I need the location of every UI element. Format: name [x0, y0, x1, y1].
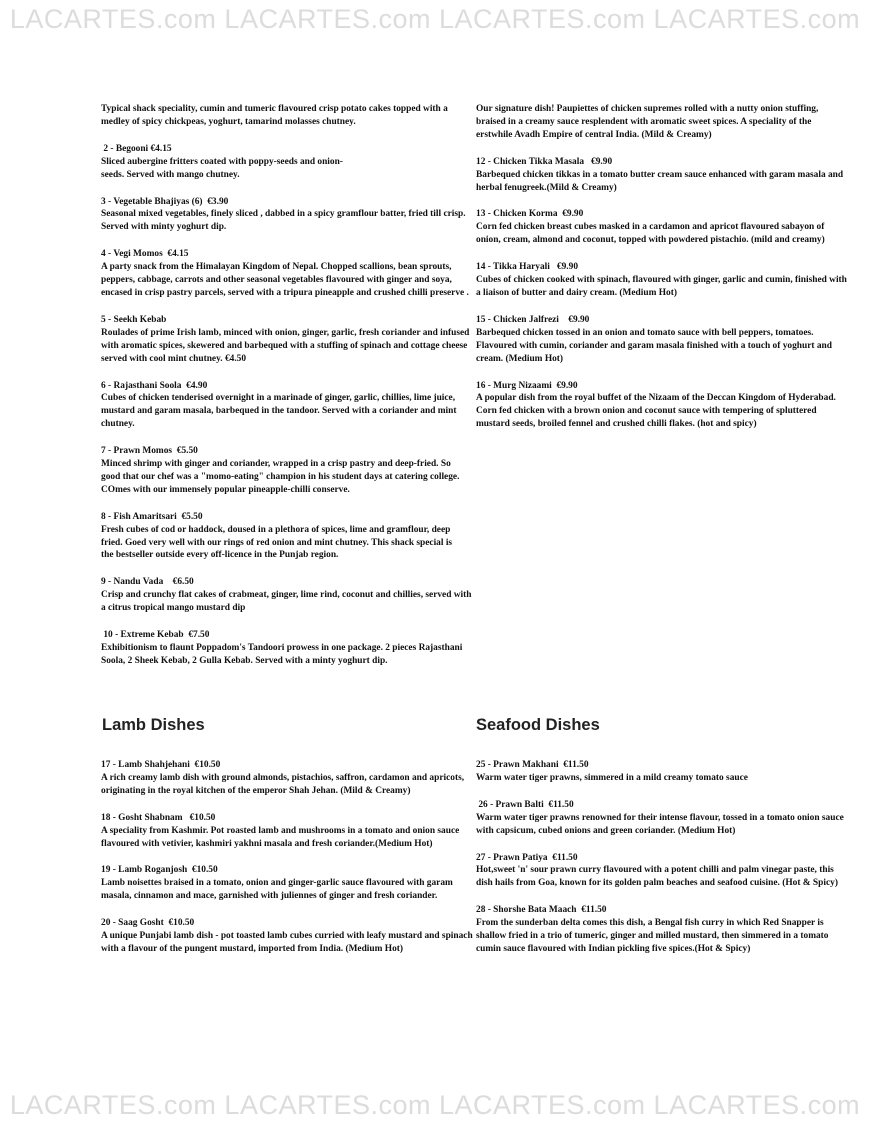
item-desc: A speciality from Kashmir. Pot roasted lamb and mushrooms in a tomato and onion sauce flavoured with vetivier, kashmiri yakhni masala and fresh coriander.(Medium Hot)	[101, 825, 460, 849]
menu-item-26	[476, 799, 848, 838]
left-top-column	[101, 103, 473, 668]
menu-item-27	[476, 852, 848, 891]
item-name: 28 - Shorshe Bata Maach €11.50	[476, 905, 607, 916]
item-desc: Minced shrimp with ginger and coriander, wrapped in a crisp pastry and deep-fried. So good that our chef was a "momo-eating" champion in his student days at catering college. COmes with our immensely popular pineapple-chilli conserve.	[101, 459, 460, 495]
item-desc: Crisp and crunchy flat cakes of crabmeat, ginger, lime rind, coconut and chillies, served with a citrus tropical mango mustard dip	[101, 590, 472, 614]
item-name: 19 - Lamb Roganjosh €10.50	[101, 865, 218, 876]
seafood-dishes-list	[476, 759, 848, 956]
item-desc: Sliced aubergine fritters coated with poppy-seeds and onion-seeds. Served with mango chutney.	[101, 156, 343, 180]
menu-item-1	[101, 103, 473, 129]
item-desc: Barbequed chicken tikkas in a tomato butter cream sauce enhanced with garam masala and herbal fenugreek.(Mild & Creamy)	[476, 169, 844, 193]
item-desc: Cubes of chicken tenderised overnight in a marinade of ginger, garlic, chillies, lime juice, mustard and garam masala, barbequed in the tandoor. Served with a coriander and mint chutney.	[101, 393, 457, 430]
item-desc: Warm water tiger prawns, simmered in a mild creamy tomato sauce	[476, 772, 748, 783]
item-desc: Fresh cubes of cod or haddock, doused in a plethora of spices, lime and gramflour, deep fried. Goed very well with our rings of red onion and mint chutney. This shack special is the bestseller outside every off-licence in the Punjab region.	[101, 524, 453, 561]
item-name: 4 - Vegi Momos €4.15	[101, 249, 189, 260]
menu-item-19	[101, 864, 473, 903]
item-name: 12 - Chicken Tikka Masala €9.90	[476, 156, 613, 167]
menu-item-6	[101, 380, 473, 432]
item-desc: A party snack from the Himalayan Kingdom of Nepal. Chopped scallions, bean sprouts, peppers, cabbage, carrots and other seasonal vegetables flavoured with ginger and soya, encased in crisp pastry parcels, served with a tripura pineapple and crushed chilli preserve .	[101, 262, 469, 298]
item-desc: Exhibitionism to flaunt Poppadom's Tandoori prowess in one package. 2 pieces Rajasthani Soola, 2 Sheek Kebab, 2 Gulla Kebab. Served with a minty yoghurt dip.	[101, 643, 463, 666]
menu-item-7	[101, 445, 473, 497]
menu-item-16	[476, 380, 848, 432]
item-desc: A unique Punjabi lamb dish - pot toasted lamb cubes curried with leafy mustard and spinach with a flavour of the pungent mustard, imported from India. (Medium Hot)	[101, 931, 473, 954]
item-name: 16 - Murg Nizaami €9.90	[476, 380, 578, 391]
item-name: 6 - Rajasthani Soola €4.90	[101, 380, 208, 391]
item-name: 26 - Prawn Balti €11.50	[476, 799, 574, 810]
item-desc: Corn fed chicken breast cubes masked in a cardamon and apricot flavoured sabayon of onion, cream, almond and coconut, topped with powdered pistachio. (mild and creamy)	[476, 222, 825, 246]
item-name: 3 - Vegetable Bhajiyas (6) €3.90	[101, 196, 229, 207]
watermark-bottom: LACARTES.com LACARTES.com LACARTES.com LACARTES.com	[9, 1090, 861, 1120]
menu-item-14	[476, 261, 848, 300]
item-desc: Our signature dish! Paupiettes of chicken supremes rolled with a nutty onion stuffing, braised in a creamy sauce resplendent with aromatic sweet spices. A speciality of the erstwhile Avadh Empire of central India. (Mild & Creamy)	[476, 104, 819, 140]
menu-item-17	[101, 759, 473, 798]
item-desc: Warm water tiger prawns renowned for their intense flavour, tossed in a tomato onion sauce with capsicum, cubed onions and green coriander. (Medium Hot)	[476, 812, 844, 836]
item-desc: Hot,sweet 'n' sour prawn curry flavoured with a potent chilli and palm vinegar paste, this dish hails from Goa, known for its golden palm beaches and seafood cuisine. (Hot & Spicy)	[476, 865, 838, 889]
item-name: 5 - Seekh Kebab	[101, 314, 167, 325]
lamb-dishes-heading: Lamb Dishes	[102, 716, 205, 734]
item-name: 7 - Prawn Momos €5.50	[101, 446, 198, 457]
seafood-dishes-heading: Seafood Dishes	[476, 716, 600, 734]
menu-item-10	[101, 629, 473, 668]
menu-item-8	[101, 511, 473, 563]
item-desc: Roulades of prime Irish lamb, minced with onion, ginger, garlic, fresh coriander and infused with aromatic spices, skewered and barbequed with a stuffing of spinach and cottage cheese served with cool mint chutney. €4.50	[101, 327, 470, 364]
item-name: 18 - Gosht Shabnam €10.50	[101, 812, 216, 823]
item-desc: Cubes of chicken cooked with spinach, flavoured with ginger, garlic and cumin, finished with a liaison of butter and dairy cream. (Medium Hot)	[476, 275, 847, 298]
menu-item-15	[476, 314, 848, 366]
lamb-dishes-list	[101, 759, 473, 956]
item-name: 14 - Tikka Haryali €9.90	[476, 262, 579, 273]
watermark-top: LACARTES.com LACARTES.com LACARTES.com LACARTES.com	[9, 4, 861, 34]
item-name: 8 - Fish Amaritsari €5.50	[101, 511, 203, 522]
menu-item-18	[101, 812, 473, 851]
item-desc: Typical shack speciality, cumin and tumeric flavoured crisp potato cakes topped with a medley of spicy chickpeas, yoghurt, tamarind molasses chutney.	[101, 104, 448, 127]
menu-item-25	[476, 759, 848, 785]
menu-item-12	[476, 156, 848, 195]
menu-item-11	[476, 103, 848, 142]
item-name: 15 - Chicken Jalfrezi €9.90	[476, 314, 590, 325]
right-top-column	[476, 103, 848, 431]
item-name: 17 - Lamb Shahjehani €10.50	[101, 760, 221, 770]
item-desc: Barbequed chicken tossed in an onion and tomato sauce with bell peppers, tomatoes. Flavoured with cumin, coriander and garam masala finished with a touch of yoghurt and cream. (Medium Hot)	[476, 327, 832, 364]
menu-item-9	[101, 576, 473, 615]
menu-item-3	[101, 196, 473, 235]
menu-item-20	[101, 917, 473, 956]
menu-item-13	[476, 208, 848, 247]
item-name: 20 - Saag Gosht €10.50	[101, 918, 195, 929]
item-desc: A rich creamy lamb dish with ground almonds, pistachios, saffron, cardamon and apricots, originating in the royal kitchen of the emperor Shah Jehan. (Mild & Creamy)	[101, 772, 465, 796]
menu-item-4	[101, 248, 473, 300]
item-name: 27 - Prawn Patiya €11.50	[476, 852, 578, 863]
item-name: 9 - Nandu Vada €6.50	[101, 577, 194, 588]
item-desc: A popular dish from the royal buffet of the Nizaam of the Deccan Kingdom of Hyderabad. Corn fed chicken with a brown onion and coconut sauce with tempering of spluttered mustard seeds, broiled fennel and crushed chilli flakes. (hot and spicy)	[476, 393, 836, 430]
menu-item-2	[101, 143, 473, 182]
menu-item-5	[101, 314, 473, 366]
item-desc: From the sunderban delta comes this dish, a Bengal fish curry in which Red Snapper is shallow fried in a trio of tumeric, ginger and milled mustard, then simmered in a tomato cumin sauce flavoured with Indian pickling five spices.(Hot & Spicy)	[476, 918, 829, 954]
item-desc: Lamb noisettes braised in a tomato, onion and ginger-garlic sauce flavoured with garam masala, cinnamon and mace, garnished with juliennes of ginger and fresh coriander.	[101, 878, 453, 902]
item-name: 25 - Prawn Makhani €11.50	[476, 760, 589, 770]
item-name: 13 - Chicken Korma €9.90	[476, 209, 584, 220]
item-name: 10 - Extreme Kebab €7.50	[101, 630, 210, 641]
item-name: 2 - Begooni €4.15	[101, 143, 172, 154]
item-desc: Seasonal mixed vegetables, finely sliced , dabbed in a spicy gramflour batter, fried till crisp. Served with minty yoghurt dip.	[101, 209, 466, 233]
menu-item-28	[476, 904, 848, 956]
